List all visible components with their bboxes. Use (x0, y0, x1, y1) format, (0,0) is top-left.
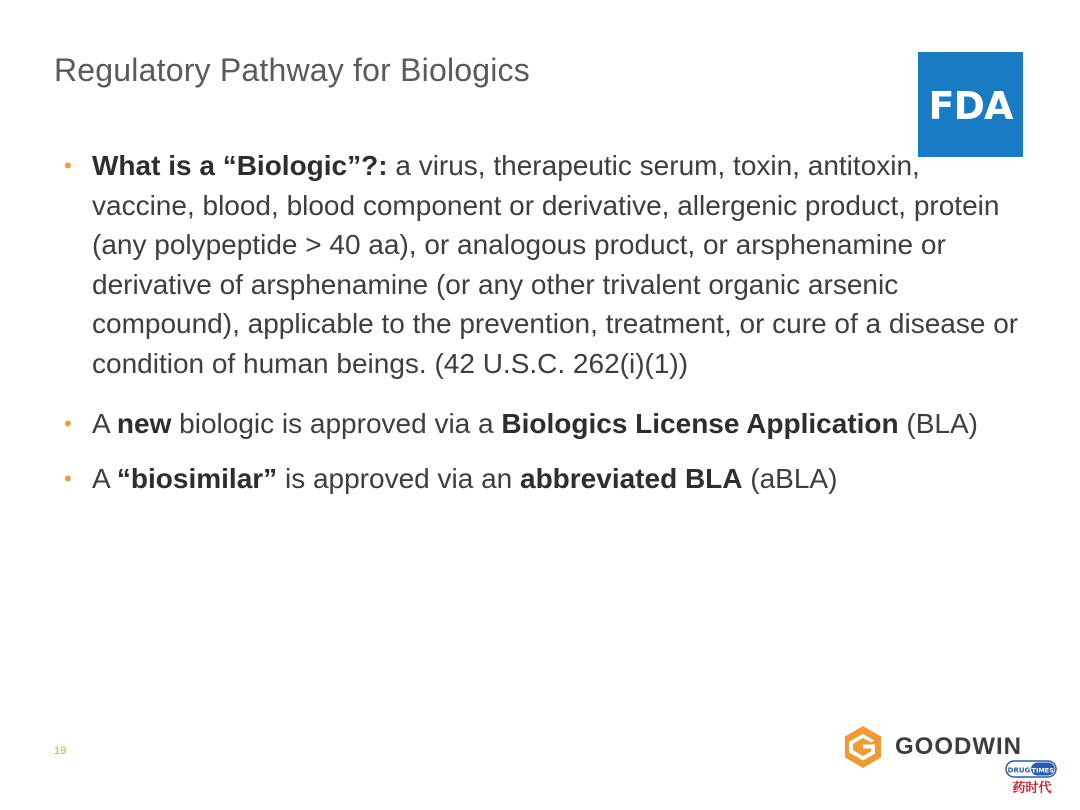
bullet-bold-part: Biologics License Application (501, 407, 899, 439)
svg-text:DRUG: DRUG (1007, 766, 1031, 775)
goodwin-logo (843, 724, 1022, 770)
svg-text:TIMES: TIMES (1031, 766, 1054, 775)
fda-logo-text: FDA (928, 83, 1013, 128)
bullet-dot-icon: • (64, 410, 72, 436)
bullet-text-part: (aBLA) (742, 463, 838, 495)
fda-logo (918, 52, 1023, 157)
bullet-bold-part: abbreviated BLA (520, 463, 743, 495)
bullet-item-biosimilar (64, 459, 1024, 499)
bullet-text-part: biologic is approved via a (171, 407, 502, 439)
bullet-lead-bold: What is a “Biologic”?: (92, 150, 388, 181)
bullet-text-part: A (92, 407, 117, 439)
bullet-item-new-biologic (64, 404, 1024, 444)
bullet-dot-icon: • (64, 153, 72, 178)
bullet-dot-icon: • (64, 466, 72, 492)
drug-times-watermark (1005, 760, 1059, 802)
goodwin-g-logo-icon (843, 725, 883, 769)
bullet-text-part: A (92, 463, 117, 495)
bullet-bold-part: new (116, 407, 172, 439)
bullet-text-part: is approved via an (277, 463, 520, 495)
watermark-chinese-text: 药时代 (1012, 781, 1052, 796)
bullet-item-biologic-definition (64, 146, 1024, 384)
bullet-text: a virus, therapeutic serum, toxin, antitoxin, vaccine, blood, blood component or derivative, allergenic product, protein (any polypeptide > 40 aa), or analogous product, or arsphenamine or derivative of arsphenamine (or any other trivalent organic arsenic compound), applicable to the prevention, treatment, or cure of a disease or condition of human beings. (42 U.S.C. 262(i)(1)) (92, 150, 1019, 379)
goodwin-wordmark: GOODWIN (895, 733, 1022, 760)
page-number: 19 (54, 745, 67, 757)
bullet-list (64, 146, 1024, 499)
slide-title: Regulatory Pathway for Biologics (54, 52, 530, 88)
drug-times-badge-icon (1005, 760, 1057, 778)
bullet-bold-part: “biosimilar” (116, 463, 278, 495)
bullet-text-part: (BLA) (898, 407, 978, 439)
